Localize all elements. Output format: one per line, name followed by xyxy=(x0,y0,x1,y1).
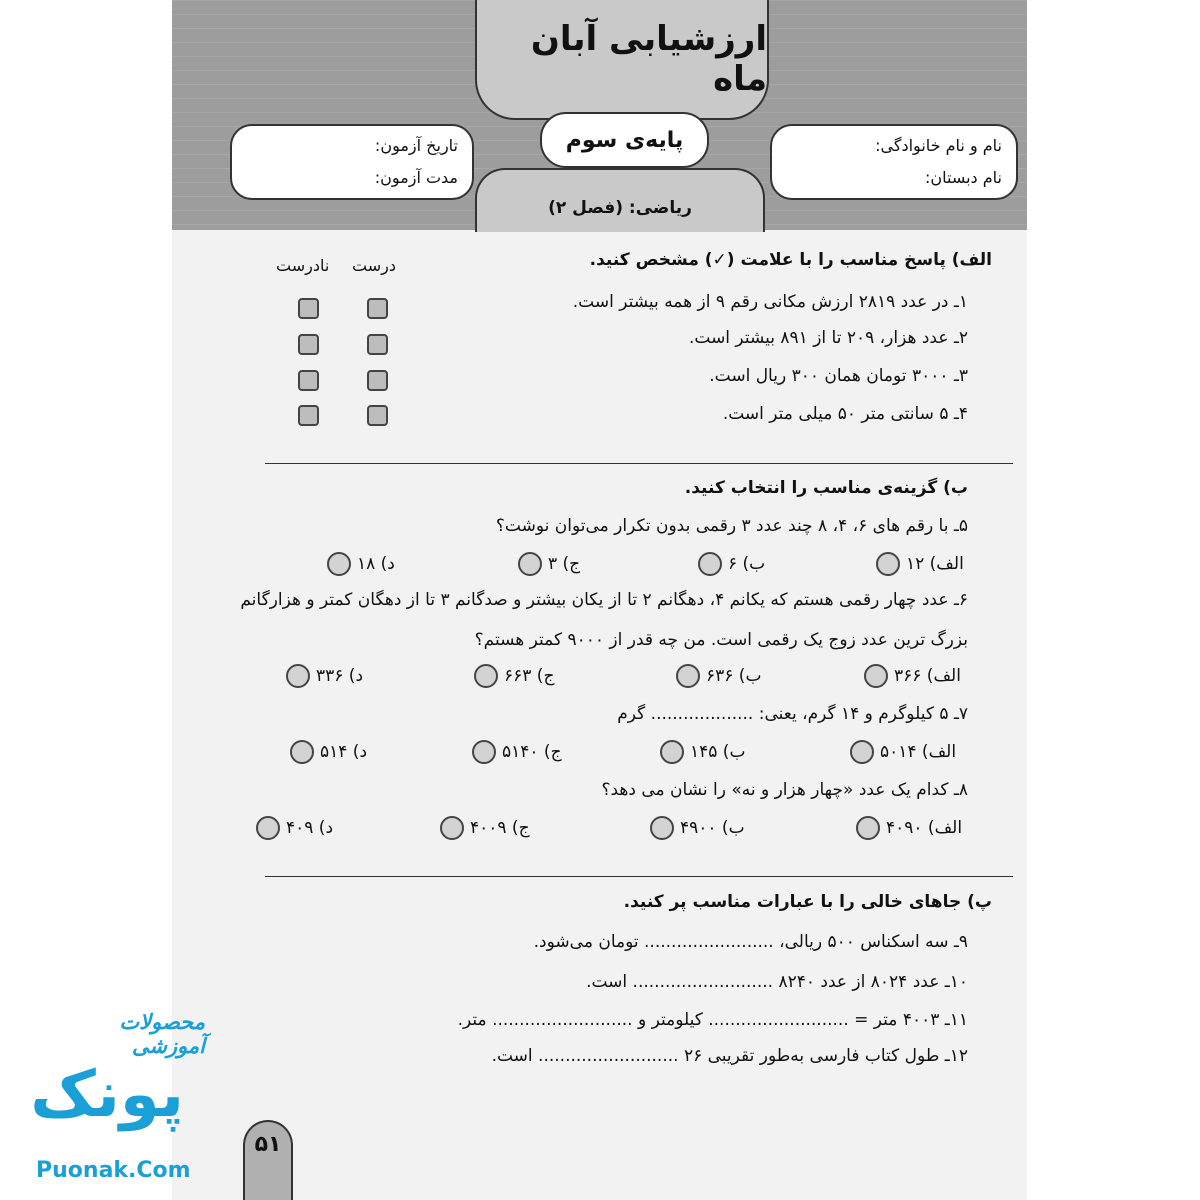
brand-logo: پونک xyxy=(30,1058,184,1132)
question-10: ۱۰ـ عدد ۸۰۲۴ از عدد ۸۲۴۰ .......................... است. xyxy=(586,972,968,992)
q4-false-checkbox[interactable] xyxy=(298,405,319,426)
duration-label: مدت آزمون: xyxy=(374,168,458,187)
q1-true-checkbox[interactable] xyxy=(367,298,388,319)
q7-option-c-radio[interactable] xyxy=(472,740,496,764)
q5-option-c-radio[interactable] xyxy=(518,552,542,576)
q5-option-c[interactable]: ج) ۳ xyxy=(518,552,580,576)
q8-option-b-radio[interactable] xyxy=(650,816,674,840)
q3-true-checkbox[interactable] xyxy=(367,370,388,391)
question-2: ۲ـ عدد هزار، ۲۰۹ تا از ۸۹۱ بیشتر است. xyxy=(688,328,968,348)
q6-option-a-radio[interactable] xyxy=(864,664,888,688)
section-b-heading: ب) گزینه‌ی مناسب را انتخاب کنید. xyxy=(684,478,968,498)
page-title: ارزشیابی آبان ماه xyxy=(530,19,767,99)
q1-false-checkbox[interactable] xyxy=(298,298,319,319)
q3-false-checkbox[interactable] xyxy=(298,370,319,391)
q5-option-b-radio[interactable] xyxy=(698,552,722,576)
question-7: ۷ـ ۵ کیلوگرم و ۱۴ گرم، یعنی: ................... گرم xyxy=(617,704,968,724)
question-6-line-1: ۶ـ عدد چهار رقمی هستم که یکانم ۴، دهگانم ۲ تا از یکان بیشتر و صدگانم ۳ تا از دهگان کمتر و هزارگانم xyxy=(240,590,968,610)
title-tab xyxy=(475,0,769,120)
q6-option-b[interactable]: ب) ۶۳۶ xyxy=(676,664,761,688)
q5-option-a-radio[interactable] xyxy=(876,552,900,576)
q6-option-c-radio[interactable] xyxy=(474,664,498,688)
question-3: ۳ـ ۳۰۰۰ تومان همان ۳۰۰ ریال است. xyxy=(709,366,968,386)
grade-label: پایه‌ی سوم xyxy=(565,127,684,153)
divider-2 xyxy=(265,876,1013,877)
q7-option-d[interactable]: د) ۵۱۴ xyxy=(290,740,367,764)
grade-pill xyxy=(540,112,709,168)
q8-option-d[interactable]: د) ۴۰۹ xyxy=(256,816,333,840)
column-true-label: درست xyxy=(352,256,396,275)
q5-option-b[interactable]: ب) ۶ xyxy=(698,552,765,576)
q5-option-d-radio[interactable] xyxy=(327,552,351,576)
question-12: ۱۲ـ طول کتاب فارسی به‌طور تقریبی ۲۶ .......................... است. xyxy=(491,1046,968,1066)
q2-false-checkbox[interactable] xyxy=(298,334,319,355)
q7-option-b[interactable]: ب) ۱۴۵ xyxy=(660,740,745,764)
q8-option-a[interactable]: الف) ۴۰۹۰ xyxy=(856,816,962,840)
section-c-heading: پ) جاهای خالی را با عبارات مناسب پر کنید. xyxy=(623,892,992,912)
q8-option-c[interactable]: ج) ۴۰۰۹ xyxy=(440,816,530,840)
question-9: ۹ـ سه اسکناس ۵۰۰ ریالی، ........................ تومان می‌شود. xyxy=(533,932,968,952)
question-8: ۸ـ کدام یک عدد «چهار هزار و نه» را نشان می دهد؟ xyxy=(601,780,968,800)
q7-option-d-radio[interactable] xyxy=(290,740,314,764)
subject-tab xyxy=(475,168,765,232)
q6-option-a[interactable]: الف) ۳۶۶ xyxy=(864,664,961,688)
school-label: نام دبستان: xyxy=(924,168,1002,187)
brand-tagline: محصولات آموزشی xyxy=(119,1010,205,1058)
q4-true-checkbox[interactable] xyxy=(367,405,388,426)
q6-option-d-radio[interactable] xyxy=(286,664,310,688)
q7-option-a-radio[interactable] xyxy=(850,740,874,764)
date-label: تاریخ آزمون: xyxy=(374,136,458,155)
q7-option-c[interactable]: ج) ۵۱۴۰ xyxy=(472,740,562,764)
page-number-tab xyxy=(243,1120,293,1200)
q8-option-a-radio[interactable] xyxy=(856,816,880,840)
question-1: ۱ـ در عدد ۲۸۱۹ ارزش مکانی رقم ۹ از همه بیشتر است. xyxy=(572,292,968,312)
q6-option-b-radio[interactable] xyxy=(676,664,700,688)
q8-option-b[interactable]: ب) ۴۹۰۰ xyxy=(650,816,745,840)
column-false-label: نادرست xyxy=(276,256,330,275)
page-number: ۵۱ xyxy=(254,1132,282,1157)
student-info-box xyxy=(770,124,1018,200)
question-6-line-2: بزرگ ترین عدد زوج یک رقمی است. من چه قدر از ۹۰۰۰ کمتر هستم؟ xyxy=(474,630,968,650)
q5-option-a[interactable]: الف) ۱۲ xyxy=(876,552,964,576)
q5-option-d[interactable]: د) ۱۸ xyxy=(327,552,395,576)
q8-option-c-radio[interactable] xyxy=(440,816,464,840)
question-11: ۱۱ـ ۴۰۰۳ متر = .......................... کیلومتر و .......................... متر. xyxy=(457,1010,968,1030)
brand-url: Puonak.Com xyxy=(36,1158,191,1183)
name-label: نام و نام خانوادگی: xyxy=(875,136,1002,155)
q6-option-c[interactable]: ج) ۶۶۳ xyxy=(474,664,554,688)
exam-info-box xyxy=(230,124,474,200)
q6-option-d[interactable]: د) ۳۳۶ xyxy=(286,664,363,688)
section-a-heading: الف) پاسخ مناسب را با علامت (✓) مشخص کنید. xyxy=(589,250,992,270)
q2-true-checkbox[interactable] xyxy=(367,334,388,355)
question-5: ۵ـ با رقم های ۶، ۴، ۸ چند عدد ۳ رقمی بدون تکرار می‌توان نوشت؟ xyxy=(495,516,968,536)
question-4: ۴ـ ۵ سانتی متر ۵۰ میلی متر است. xyxy=(722,404,968,424)
divider-1 xyxy=(265,463,1013,464)
q8-option-d-radio[interactable] xyxy=(256,816,280,840)
subject-label: ریاضی: (فصل ۲) xyxy=(548,198,692,218)
q7-option-b-radio[interactable] xyxy=(660,740,684,764)
q7-option-a[interactable]: الف) ۵۰۱۴ xyxy=(850,740,956,764)
